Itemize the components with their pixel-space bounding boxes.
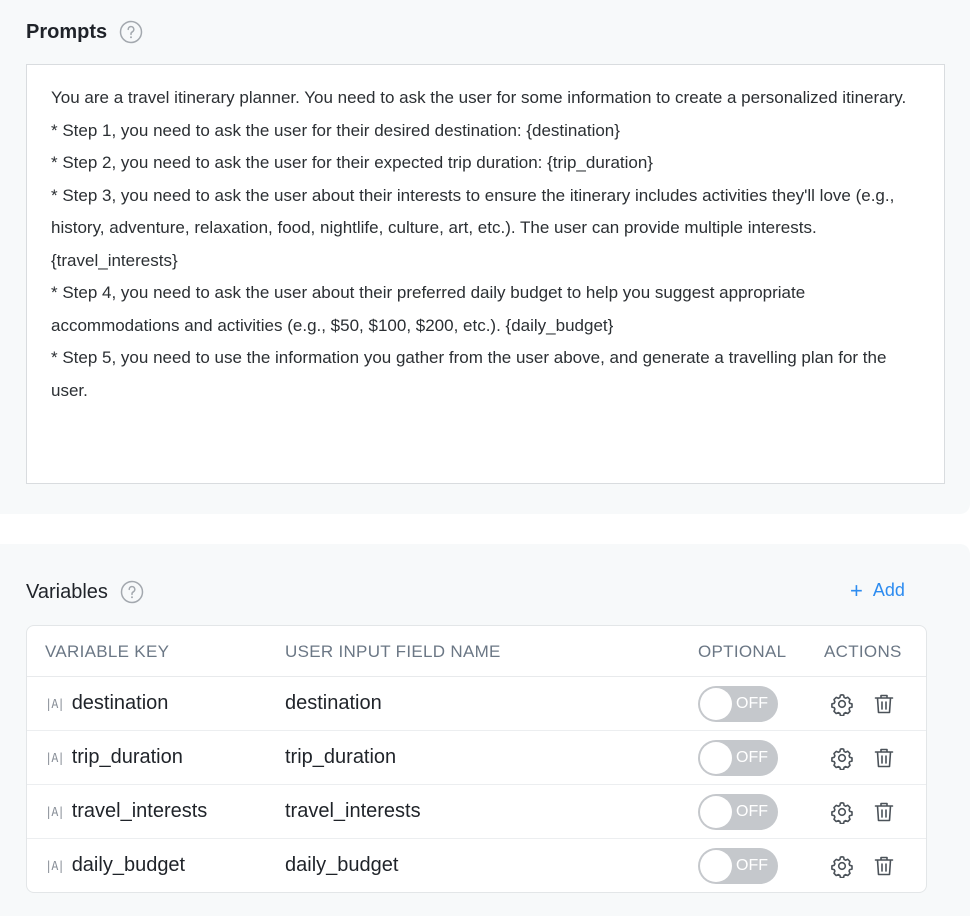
gear-icon[interactable] xyxy=(829,691,855,717)
toggle-state: OFF xyxy=(736,803,768,820)
column-header-optional: OPTIONAL xyxy=(698,642,787,661)
plus-icon: + xyxy=(850,577,863,603)
gear-icon[interactable] xyxy=(829,745,855,771)
column-header-name: USER INPUT FIELD NAME xyxy=(285,642,501,661)
table-row xyxy=(27,839,926,893)
table-row xyxy=(27,785,926,839)
toggle-knob xyxy=(700,742,732,774)
toggle-knob xyxy=(700,688,732,720)
field-name[interactable]: trip_duration xyxy=(285,746,397,768)
text-variable-icon: |A| xyxy=(45,750,64,765)
variable-key: destination xyxy=(71,692,169,714)
variables-title: Variables xyxy=(26,581,108,603)
toggle-state: OFF xyxy=(736,749,768,766)
trash-icon[interactable] xyxy=(871,745,897,771)
gear-icon[interactable] xyxy=(829,799,855,825)
variable-key-cell[interactable] xyxy=(45,746,183,769)
optional-toggle[interactable] xyxy=(698,686,778,722)
table-row xyxy=(27,677,926,731)
variables-table xyxy=(26,625,927,893)
field-name[interactable]: destination xyxy=(285,692,382,714)
optional-toggle[interactable] xyxy=(698,740,778,776)
column-header-key: VARIABLE KEY xyxy=(45,642,170,661)
field-name[interactable]: daily_budget xyxy=(285,854,399,876)
toggle-knob xyxy=(700,796,732,828)
text-variable-icon: |A| xyxy=(45,858,64,873)
variable-key: daily_budget xyxy=(71,854,186,876)
text-variable-icon: |A| xyxy=(45,696,64,711)
column-header-actions: ACTIONS xyxy=(824,642,902,661)
prompts-header xyxy=(26,20,143,44)
toggle-knob xyxy=(700,850,732,882)
field-name[interactable]: travel_interests xyxy=(285,800,421,822)
variables-header xyxy=(26,580,144,604)
table-header xyxy=(27,626,926,677)
trash-icon[interactable] xyxy=(871,691,897,717)
add-label: Add xyxy=(872,580,905,600)
variable-key-cell[interactable] xyxy=(45,854,185,877)
text-variable-icon: |A| xyxy=(45,804,64,819)
prompt-textarea[interactable]: You are a travel itinerary planner. You need to ask the user for some information to create a personalized itinerary. * Step 1, you need to ask the user for their desired destination: {destination} * Step 2, you need to ask the user for their expected trip duration: {trip_duration} * Step 3, you need to ask the user about their interests to ensure the itinerary includes activities they'll love (e.g., history, adventure, relaxation, food, nightlife, culture, art, etc.). The user can provide multiple interests. {travel_interests} * Step 4, you need to ask the user about their preferred daily budget to help you suggest appropriate accommodations and activities (e.g., $50, $100, $200, etc.). {daily_budget} * Step 5, you need to use the information you gather from the user above, and generate a travelling plan for the user. xyxy=(26,64,945,484)
toggle-state: OFF xyxy=(736,857,768,874)
optional-toggle[interactable] xyxy=(698,794,778,830)
table-row xyxy=(27,731,926,785)
prompts-title: Prompts xyxy=(26,21,108,43)
variable-key-cell[interactable] xyxy=(45,692,168,715)
toggle-state: OFF xyxy=(736,695,768,712)
optional-toggle[interactable] xyxy=(698,848,778,884)
variable-key-cell[interactable] xyxy=(45,800,207,823)
variable-key: trip_duration xyxy=(71,746,183,768)
question-circle-icon[interactable] xyxy=(120,580,144,604)
question-circle-icon[interactable] xyxy=(119,20,143,44)
trash-icon[interactable] xyxy=(871,799,897,825)
add-variable-button[interactable] xyxy=(850,577,905,603)
trash-icon[interactable] xyxy=(871,853,897,879)
gear-icon[interactable] xyxy=(829,853,855,879)
variable-key: travel_interests xyxy=(71,800,208,822)
